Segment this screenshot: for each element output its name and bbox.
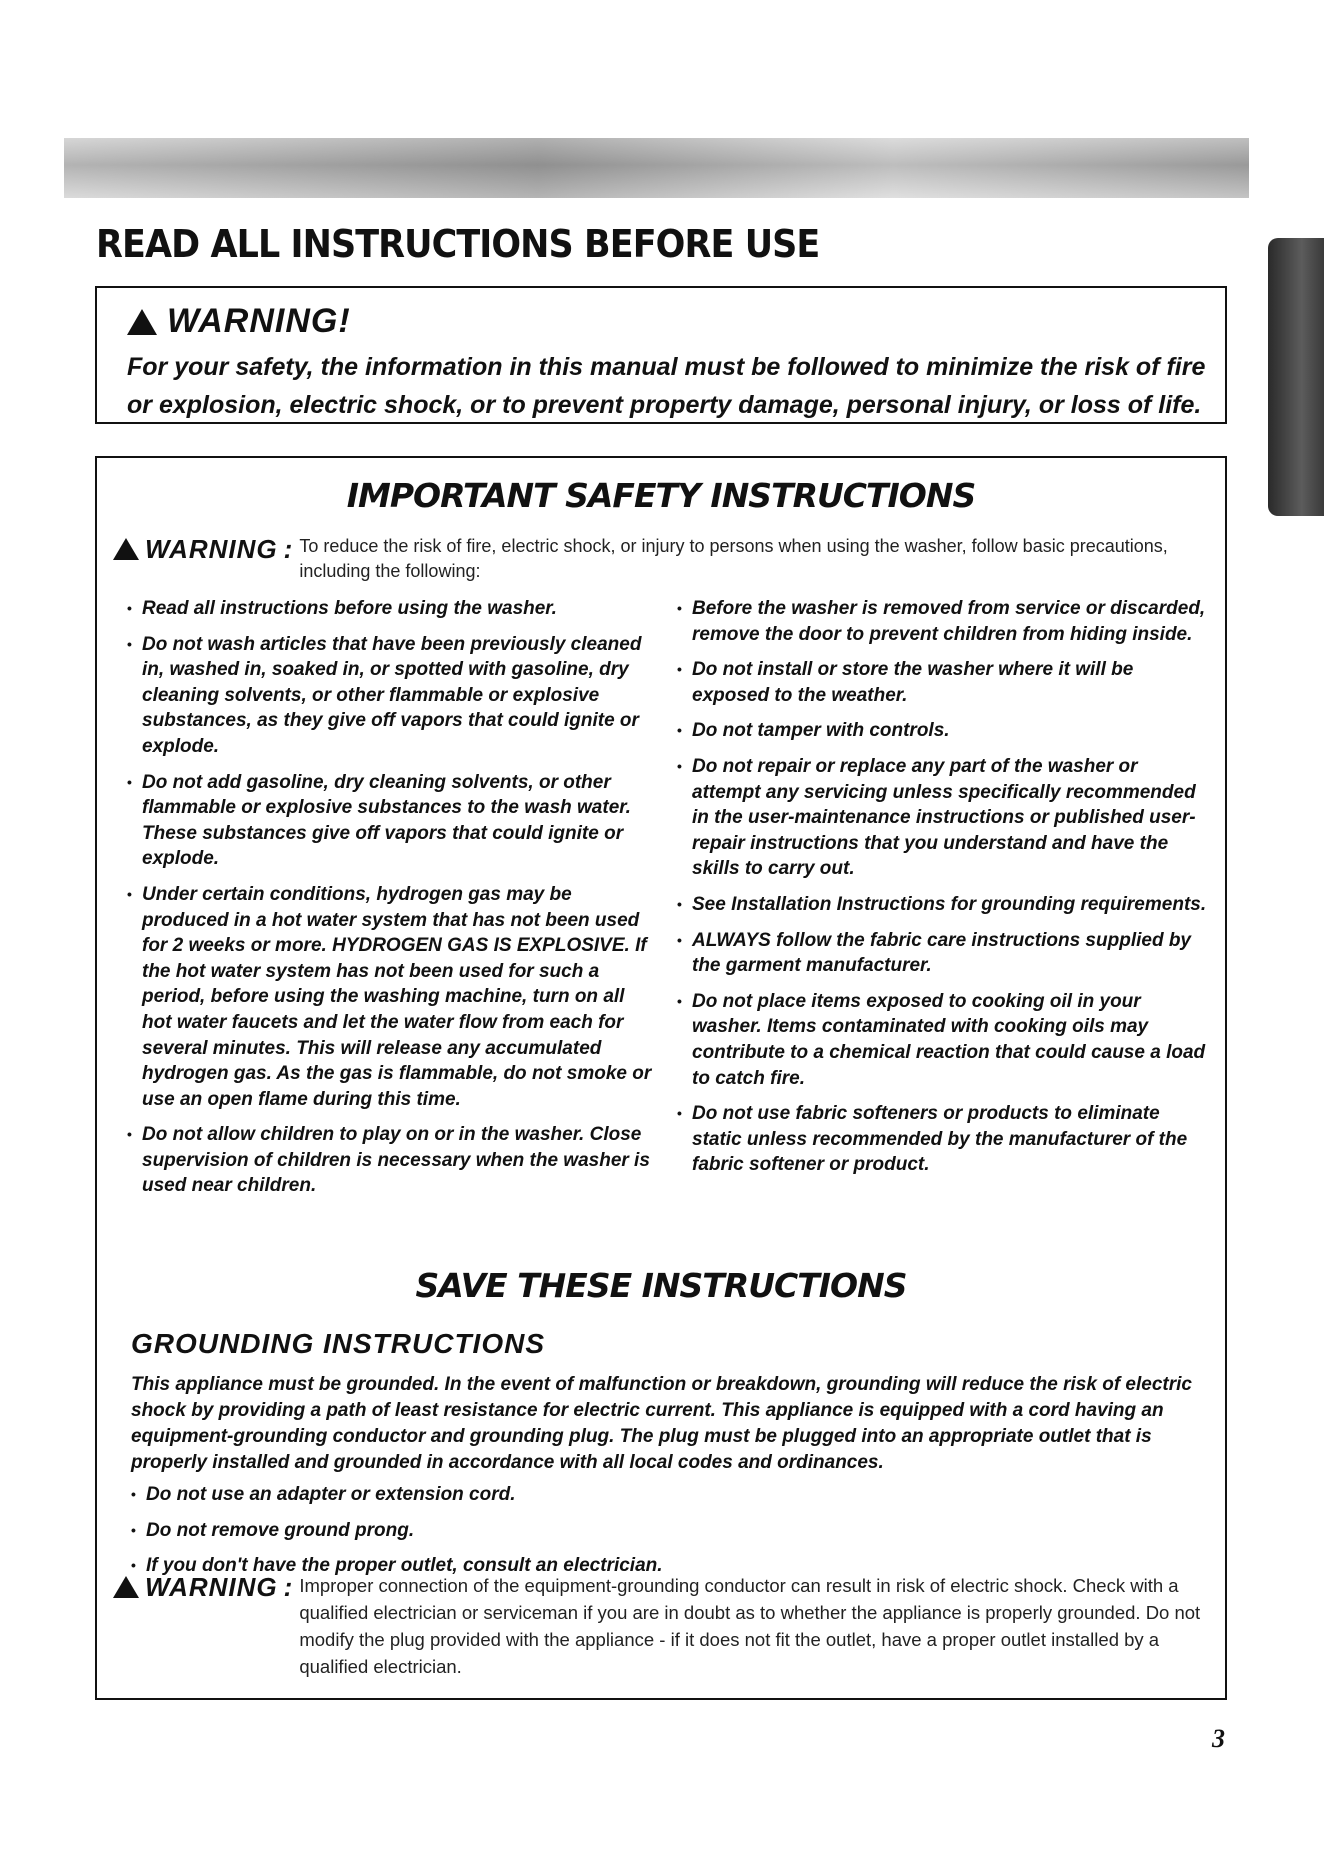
warning-triangle-icon bbox=[127, 309, 157, 335]
safety-list-left bbox=[127, 596, 657, 1209]
warning-box-title-row bbox=[127, 302, 351, 341]
side-tab-marker bbox=[1268, 238, 1324, 516]
warning-box-body: For your safety, the information in this manual must be followed to minimize the risk of fire or explosion, electric shock, or to prevent property damage, personal injury, or loss of life. bbox=[127, 353, 1206, 419]
list-item: • Do not remove ground prong. bbox=[131, 1518, 1211, 1544]
list-item: • ALWAYS follow the fabric care instructions supplied by the garment manufacturer. bbox=[677, 928, 1207, 979]
safety-warning-label: WARNING bbox=[145, 534, 278, 564]
safety-warning bbox=[113, 534, 1213, 584]
page-number: 3 bbox=[1212, 1724, 1225, 1753]
list-item: • Do not tamper with controls. bbox=[677, 718, 1207, 744]
list-item: • Before the washer is removed from service or discarded, remove the door to prevent children from hiding inside. bbox=[677, 596, 1207, 647]
grounding-warning-label-group: WARNING : bbox=[113, 1572, 293, 1602]
header-decorative-bar bbox=[64, 138, 1249, 198]
safety-list-right bbox=[677, 596, 1207, 1188]
grounding-warning-label: WARNING bbox=[145, 1572, 278, 1602]
list-item: • Do not allow children to play on or in the washer. Close supervision of children is necessary when the washer is used near children. bbox=[127, 1122, 657, 1199]
grounding-heading: GROUNDING INSTRUCTIONS bbox=[131, 1328, 545, 1359]
list-item: • Do not place items exposed to cooking oil in your washer. Items contaminated with cooking oils may contribute to a chemical reaction that could cause a load to catch fire. bbox=[677, 989, 1207, 1091]
list-item: • Do not repair or replace any part of the washer or attempt any servicing unless specifically recommended in the user-maintenance instructions or published user-repair instructions that you understand and have the skills to carry out. bbox=[677, 754, 1207, 882]
warning-triangle-icon bbox=[113, 538, 139, 560]
list-item: • Read all instructions before using the washer. bbox=[127, 596, 657, 622]
list-item: • Do not add gasoline, dry cleaning solvents, or other flammable or explosive substances to the wash water. These substances give off vapors that could ignite or explode. bbox=[127, 770, 657, 872]
page-heading: READ ALL INSTRUCTIONS BEFORE USE bbox=[96, 222, 820, 266]
list-item: • Do not use an adapter or extension cord. bbox=[131, 1482, 1211, 1508]
list-item: • See Installation Instructions for grounding requirements. bbox=[677, 892, 1207, 918]
list-item: • Do not use fabric softeners or products to eliminate static unless recommended by the manufacturer of the fabric softener or product. bbox=[677, 1101, 1207, 1178]
safety-warning-text: To reduce the risk of fire, electric shock, or injury to persons when using the washer, follow basic precautions, including the following: bbox=[299, 536, 1168, 581]
safety-warning-label-group: WARNING : bbox=[113, 534, 293, 564]
list-item: • Under certain conditions, hydrogen gas may be produced in a hot water system that has not been used for 2 weeks or more. HYDROGEN GAS IS EXPLOSIVE. If the hot water system has not been used for such a period, before using the washing machine, turn on all hot water faucets and let the water flow from each for several minutes. This will release any accumulated hydrogen gas. As the gas is flammable, do not smoke or use an open flame during this time. bbox=[127, 882, 657, 1112]
save-instructions-heading: SAVE THESE INSTRUCTIONS bbox=[415, 1266, 907, 1305]
list-item: • Do not install or store the washer where it will be exposed to the weather. bbox=[677, 657, 1207, 708]
grounding-warning-text: Improper connection of the equipment-grounding conductor can result in risk of electric shock. Check with a qualified electrician or serviceman if you are in doubt as to whether the appliance is properly grounded. Do not modify the plug provided with the appliance - if it does not fit the outlet, have a proper outlet installed by a qualified electrician. bbox=[299, 1575, 1201, 1677]
grounding-warning bbox=[113, 1572, 1213, 1680]
list-item: • If you don't have the proper outlet, consult an electrician. bbox=[131, 1553, 1211, 1579]
grounding-body: This appliance must be grounded. In the event of malfunction or breakdown, grounding will reduce the risk of electric shock by providing a path of least resistance for electric current. This appliance is equipped with a cord having an equipment-grounding conductor and grounding plug. The plug must be plugged into an appropriate outlet that is properly installed and grounded in accordance with all local codes and ordinances. bbox=[131, 1374, 1192, 1473]
warning-triangle-icon bbox=[113, 1576, 139, 1598]
warning-box bbox=[95, 286, 1227, 424]
important-safety-heading: IMPORTANT SAFETY INSTRUCTIONS bbox=[346, 476, 976, 515]
warning-box-title: WARNING! bbox=[167, 302, 351, 340]
list-item: • Do not wash articles that have been previously cleaned in, washed in, soaked in, or spotted with gasoline, dry cleaning solvents, or other flammable or explosive substances, as they give off vapors that could ignite or explode. bbox=[127, 632, 657, 760]
safety-instructions-box bbox=[95, 456, 1227, 1700]
